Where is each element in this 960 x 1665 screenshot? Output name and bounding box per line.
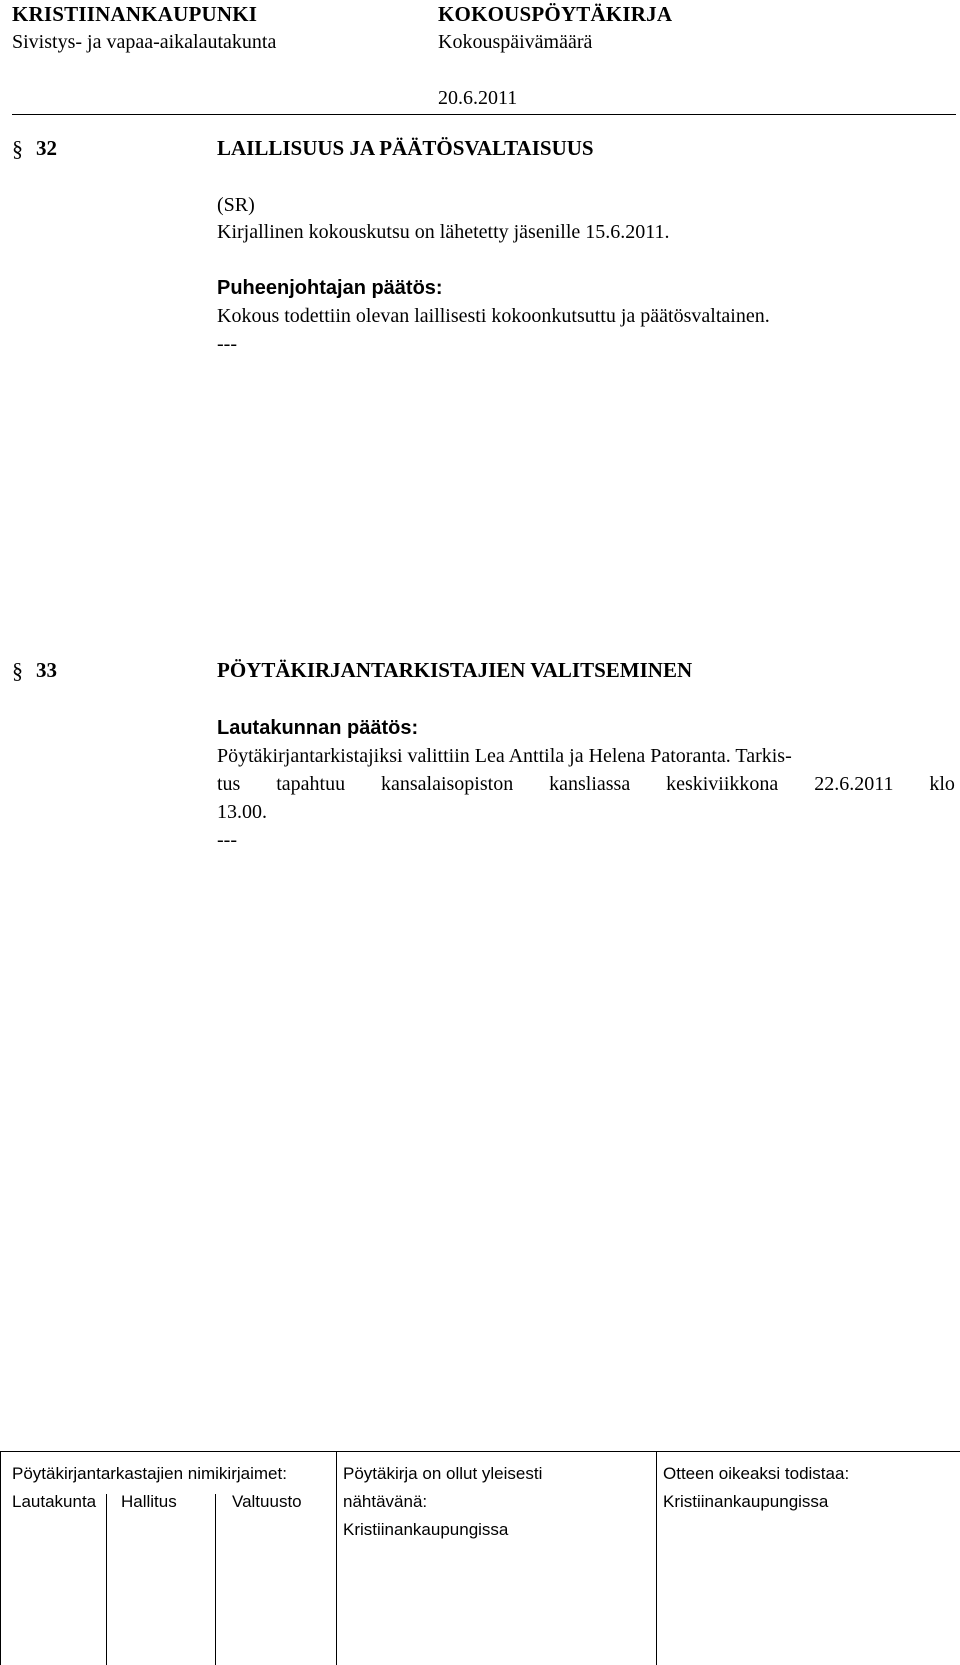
footer-divider	[656, 1451, 657, 1665]
section-title: LAILLISUUS JA PÄÄTÖSVALTAISUUS	[217, 136, 594, 160]
decision-word: kansliassa	[549, 773, 631, 795]
signature-lautakunta: Lautakunta	[12, 1492, 97, 1511]
committee-name: Sivistys- ja vapaa-aikalautakunta	[12, 31, 277, 53]
section-number: 32	[36, 136, 57, 160]
footer-divider	[215, 1494, 216, 1665]
decision-word: keskiviikkona	[666, 773, 779, 795]
decision-text-line-3: 13.00.	[217, 801, 267, 823]
document-type: KOKOUSPÖYTÄKIRJA	[438, 2, 673, 26]
header-divider	[12, 114, 956, 115]
section-intro: Kirjallinen kokouskutsu on lähetetty jäsenille 15.6.2011.	[217, 221, 670, 243]
footer-top-rule	[0, 1451, 960, 1452]
decision-text-line-2	[217, 773, 955, 796]
public-display-line-2: nähtävänä:	[343, 1492, 428, 1511]
footer-divider	[106, 1494, 107, 1665]
certified-line-1: Otteen oikeaksi todistaa:	[663, 1464, 850, 1483]
section-number: 33	[36, 658, 57, 682]
section-title: PÖYTÄKIRJANTARKISTAJIEN VALITSEMINEN	[217, 658, 693, 682]
decision-label: Lautakunnan päätös:	[217, 717, 419, 739]
decision-word: tapahtuu	[276, 773, 346, 795]
decision-word: tus	[217, 773, 241, 795]
decision-text: Kokous todettiin olevan laillisesti kokoonkutsuttu ja päätösvaltainen.	[217, 305, 770, 327]
section-end-marker: ---	[217, 333, 237, 355]
footer-border-left	[0, 1451, 1, 1665]
certified-line-2: Kristiinankaupungissa	[663, 1492, 829, 1511]
decision-label: Puheenjohtajan päätös:	[217, 277, 443, 299]
public-display-line-3: Kristiinankaupungissa	[343, 1520, 509, 1539]
decision-word: kansalaisopiston	[381, 773, 514, 795]
signatures-label: Pöytäkirjantarkastajien nimikirjaimet:	[12, 1464, 287, 1483]
decision-word: klo	[929, 773, 955, 795]
signature-hallitus: Hallitus	[121, 1492, 177, 1511]
section-end-marker: ---	[217, 829, 237, 851]
decision-word: 22.6.2011	[814, 773, 894, 795]
meeting-date-label: Kokouspäivämäärä	[438, 31, 593, 53]
signature-valtuusto: Valtuusto	[232, 1492, 302, 1511]
section-sign: §	[12, 658, 23, 683]
decision-text-line-1: Pöytäkirjantarkistajiksi valittiin Lea Anttila ja Helena Patoranta. Tarkis-	[217, 745, 792, 767]
meeting-date: 20.6.2011	[438, 87, 518, 109]
section-sign: §	[12, 136, 23, 161]
footer-divider	[336, 1451, 337, 1665]
organization-name: KRISTIINANKAUPUNKI	[12, 2, 258, 26]
public-display-line-1: Pöytäkirja on ollut yleisesti	[343, 1464, 543, 1483]
preparer-initials: (SR)	[217, 194, 255, 216]
